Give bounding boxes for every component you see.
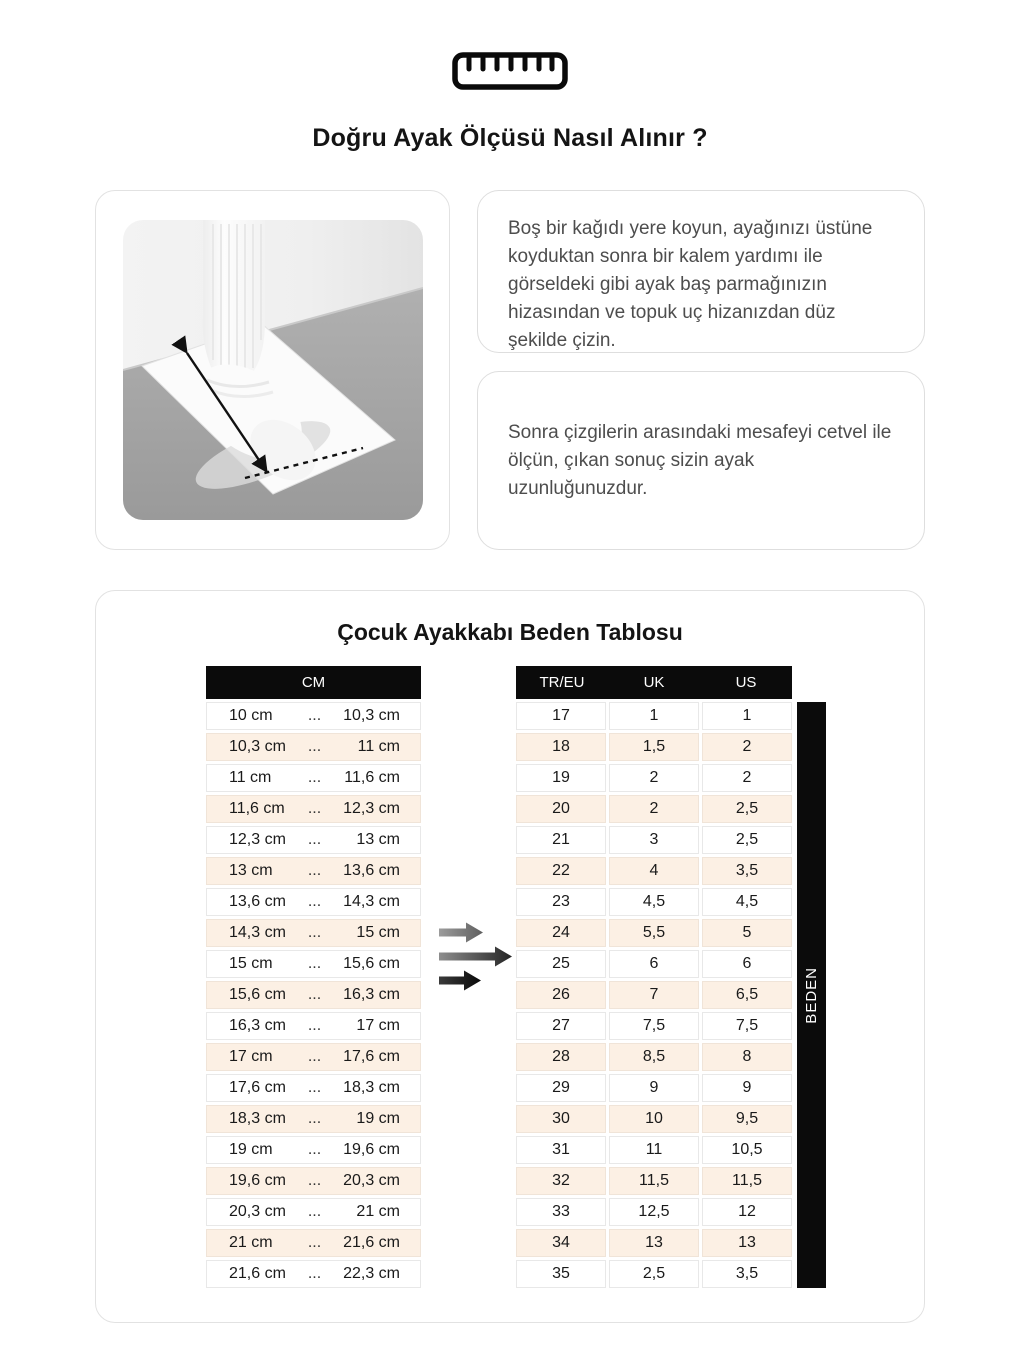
size-table-body [516, 702, 792, 1288]
size-table-row: 31 11 10,5 [516, 1136, 792, 1164]
size-table-row: 32 11,5 11,5 [516, 1167, 792, 1195]
cm-table-row: 15,6 cm ... 16,3 cm [206, 981, 421, 1009]
instruction-text-1: Boş bir kağıdı yere koyun, ayağınızı üstüne koyduktan sonra bir kalem yardımı ile görseldeki gibi ayak baş parmağınızın hizasından ve topuk uç hizanızdan düz şekilde çizin. [508, 218, 873, 351]
size-table-header [516, 666, 792, 699]
size-table-card [95, 590, 925, 1323]
cm-table-row: 13 cm ... 13,6 cm [206, 857, 421, 885]
cm-table-row: 17 cm ... 17,6 cm [206, 1043, 421, 1071]
cm-table-row: 12,3 cm ... 13 cm [206, 826, 421, 854]
cm-table-row: 10 cm ... 10,3 cm [206, 702, 421, 730]
transfer-arrows-icon [437, 919, 516, 993]
size-table-row: 22 4 3,5 [516, 857, 792, 885]
size-table-row: 19 2 2 [516, 764, 792, 792]
size-table-row: 20 2 2,5 [516, 795, 792, 823]
size-table-row: 26 7 6,5 [516, 981, 792, 1009]
foot-measure-photo [123, 220, 423, 520]
foot-photo-card [95, 190, 450, 550]
instruction-box-1 [477, 190, 925, 353]
cm-table-row: 21 cm ... 21,6 cm [206, 1229, 421, 1257]
cm-table-header: CM [206, 666, 421, 699]
size-table [516, 666, 792, 1288]
cm-table-body [206, 702, 421, 1288]
size-table-row: 18 1,5 2 [516, 733, 792, 761]
cm-table [206, 666, 421, 1288]
size-table-row: 25 6 6 [516, 950, 792, 978]
size-table-row: 27 7,5 7,5 [516, 1012, 792, 1040]
size-table-row: 17 1 1 [516, 702, 792, 730]
measure-section [95, 190, 925, 550]
sizes-cluster [516, 666, 826, 1288]
cm-table-row: 21,6 cm ... 22,3 cm [206, 1260, 421, 1288]
size-table-row: 34 13 13 [516, 1229, 792, 1257]
header-uk: UK [643, 674, 665, 691]
cm-table-row: 15 cm ... 15,6 cm [206, 950, 421, 978]
cm-table-row: 11,6 cm ... 12,3 cm [206, 795, 421, 823]
cm-table-row: 16,3 cm ... 17 cm [206, 1012, 421, 1040]
header-tr-eu: TR/EU [539, 674, 585, 691]
instruction-steps [477, 190, 925, 550]
header-us: US [735, 674, 757, 691]
size-table-row: 28 8,5 8 [516, 1043, 792, 1071]
cm-table-row: 17,6 cm ... 18,3 cm [206, 1074, 421, 1102]
cm-table-row: 11 cm ... 11,6 cm [206, 764, 421, 792]
cm-table-row: 19,6 cm ... 20,3 cm [206, 1167, 421, 1195]
size-table-row: 33 12,5 12 [516, 1198, 792, 1226]
size-table-row: 21 3 2,5 [516, 826, 792, 854]
cm-table-row: 20,3 cm ... 21 cm [206, 1198, 421, 1226]
size-table-row: 23 4,5 4,5 [516, 888, 792, 916]
size-table-row: 24 5,5 5 [516, 919, 792, 947]
beden-label: BEDEN [803, 966, 820, 1024]
ruler-icon [0, 52, 1020, 90]
size-table-row: 30 10 9,5 [516, 1105, 792, 1133]
instruction-text-2: Sonra çizgilerin arasındaki mesafeyi cetvel ile ölçün, çıkan sonuç sizin ayak uzunluğunuzdur. [508, 421, 892, 499]
cm-table-row: 14,3 cm ... 15 cm [206, 919, 421, 947]
size-table-title: Çocuk Ayakkabı Beden Tablosu [337, 619, 683, 645]
beden-strip [797, 702, 826, 1288]
cm-table-row: 18,3 cm ... 19 cm [206, 1105, 421, 1133]
size-table-row: 35 2,5 3,5 [516, 1260, 792, 1288]
page-title: Doğru Ayak Ölçüsü Nasıl Alınır ? [312, 124, 708, 152]
cm-table-row: 19 cm ... 19,6 cm [206, 1136, 421, 1164]
instruction-box-2 [477, 371, 925, 550]
size-table-row: 29 9 9 [516, 1074, 792, 1102]
cm-table-row: 10,3 cm ... 11 cm [206, 733, 421, 761]
ruler-icon-svg [452, 52, 568, 90]
cm-table-row: 13,6 cm ... 14,3 cm [206, 888, 421, 916]
